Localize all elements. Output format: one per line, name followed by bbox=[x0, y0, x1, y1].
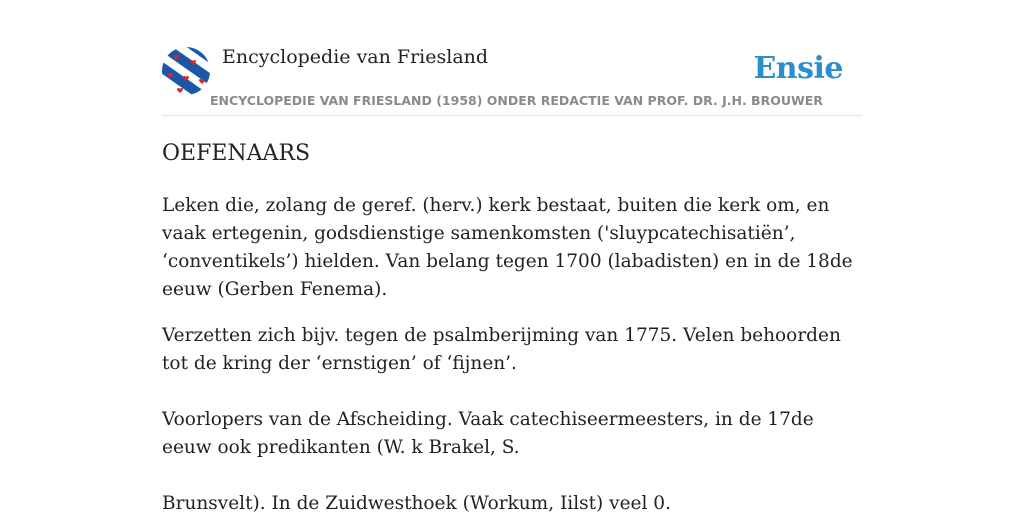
page bbox=[162, 0, 862, 512]
paragraph-gap bbox=[162, 304, 862, 322]
paragraph-gap bbox=[162, 378, 862, 406]
article-paragraph: Verzetten zich bijv. tegen de psalmberijming van 1775. Velen behoorden tot de kring der ‘ernstigen’ of ‘fijnen’. bbox=[162, 325, 841, 374]
paragraph-gap bbox=[162, 462, 862, 490]
article-paragraph: Voorlopers van de Afscheiding. Vaak catechiseermeesters, in de 17de eeuw ook predikanten (W. k Brakel, S. bbox=[162, 409, 814, 458]
article-body bbox=[162, 192, 862, 518]
article-title: OEFENAARS bbox=[162, 141, 311, 166]
site-header bbox=[162, 0, 862, 116]
encyclopedia-title-link[interactable]: Encyclopedie van Friesland bbox=[222, 46, 489, 68]
article-paragraph: Leken die, zolang de geref. (herv.) kerk bestaat, buiten die kerk om, en vaak ertegenin, godsdienstige samenkomsten ('sluypcatechisatiën’, ‘conventikels’) hielden. Van belang tegen 1700 (labadisten) en in de 18de eeuw (Gerben Fenema). bbox=[162, 195, 853, 300]
encyclopedia-subtitle: ENCYCLOPEDIE VAN FRIESLAND (1958) ONDER REDACTIE VAN PROF. DR. J.H. BROUWER bbox=[210, 93, 823, 108]
frisian-flag-icon[interactable] bbox=[162, 47, 210, 95]
article-paragraph: Brunsvelt). In de Zuidwesthoek (Workum, Iilst) veel 0. bbox=[162, 493, 671, 514]
ensie-logo[interactable]: Ensie bbox=[753, 51, 843, 86]
